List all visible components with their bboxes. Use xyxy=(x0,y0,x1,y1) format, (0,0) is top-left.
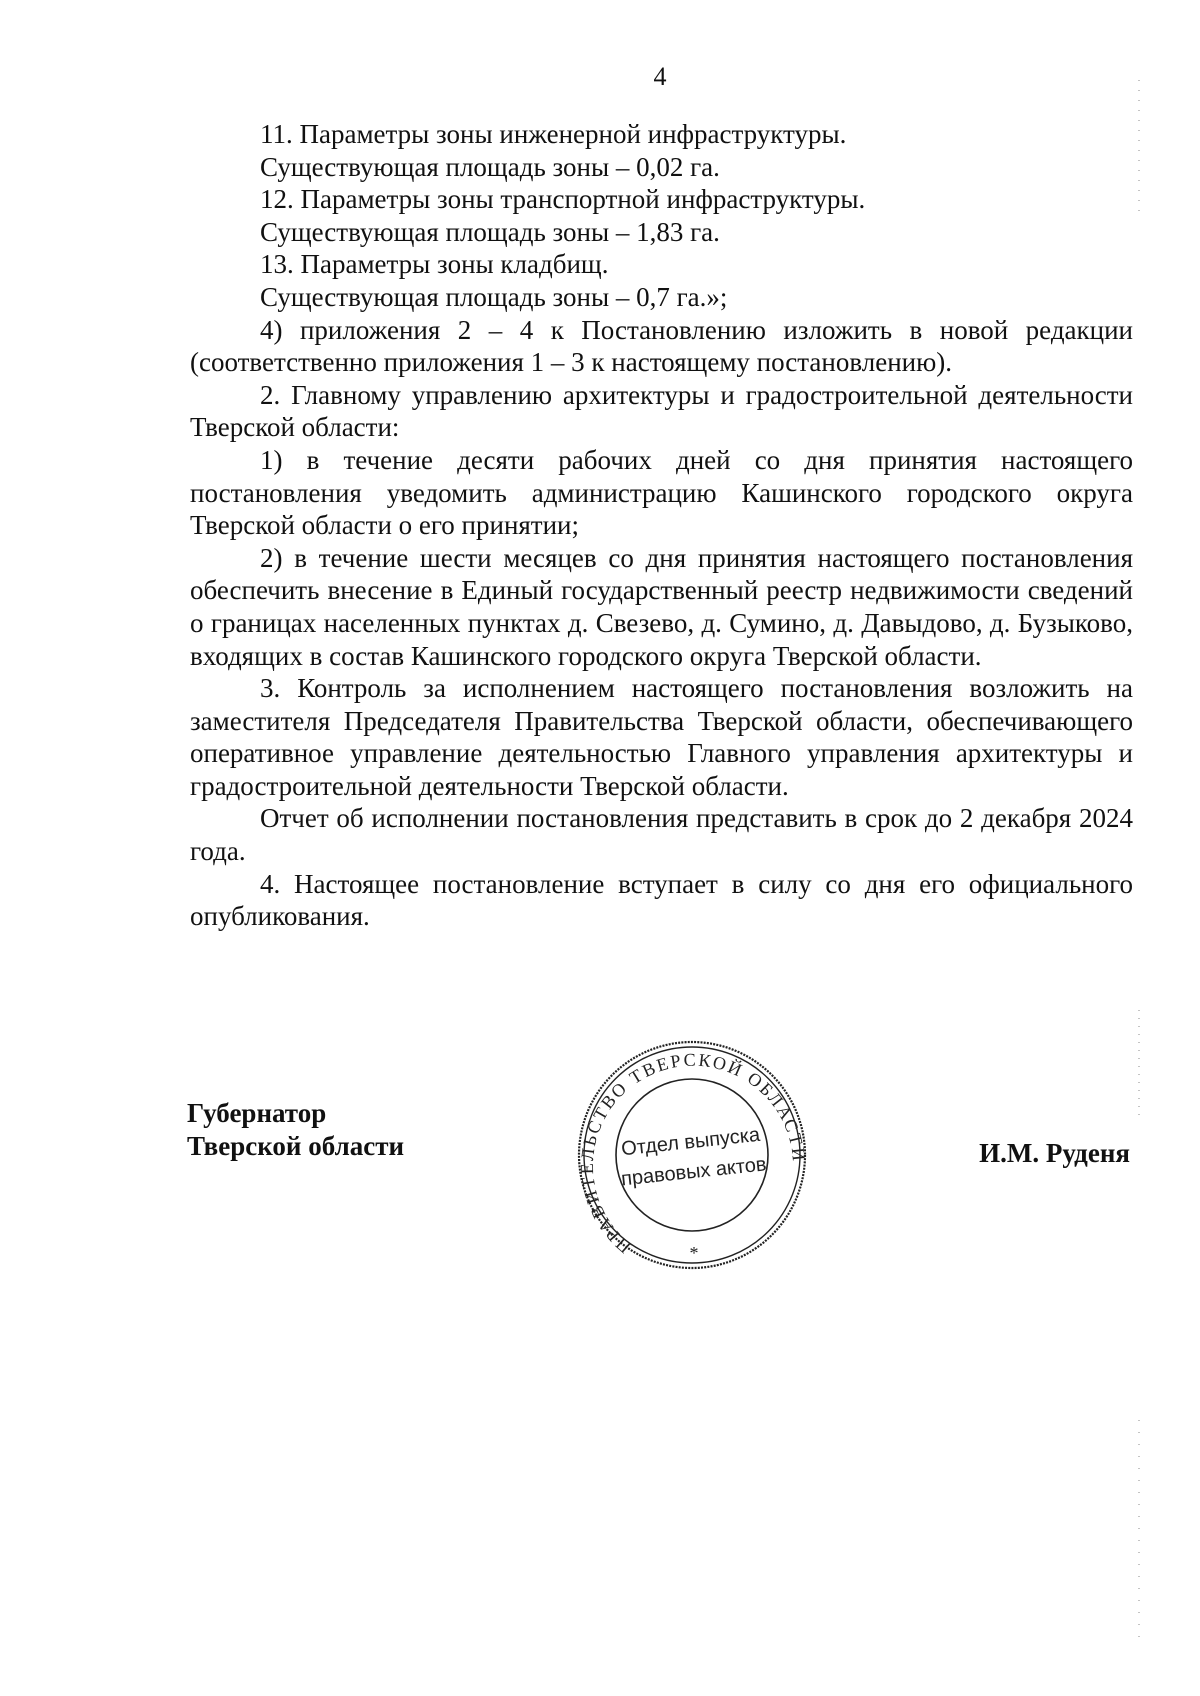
seal-star: * xyxy=(689,1243,699,1263)
paragraph: 13. Параметры зоны кладбищ. xyxy=(260,249,609,280)
page-number: 4 xyxy=(653,62,667,91)
signatory-name: И.М. Руденя xyxy=(979,1138,1130,1168)
official-seal xyxy=(572,1035,812,1275)
seal-inner-line1: Отдел выпуска xyxy=(620,1123,762,1161)
paragraph: 12. Параметры зоны транспортной инфраструктуры. xyxy=(260,184,866,215)
paragraph: 11. Параметры зоны инженерной инфраструктуры. xyxy=(260,119,847,149)
paragraph: 2) в течение шести месяцев со дня принятия настоящего постановления обеспечить внесение в Единый государственный реестр недвижимости сведений о границах населенных пунктах д. Свезево, д. Сумино, д. Давыдово, д. Бузыково, входящих в состав Кашинского городского округа Тверской области. xyxy=(190,542,1133,671)
scan-edge-marks xyxy=(1136,80,1142,1640)
paragraph: 1) в течение десяти рабочих дней со дня принятия настоящего постановления уведомить администрацию Кашинского городского округа Тверской области о его принятии; xyxy=(190,444,1133,541)
paragraph: Существующая площадь зоны – 0,02 га. xyxy=(260,151,720,182)
paragraph: 3. Контроль за исполнением настоящего постановления возложить на заместителя Председателя Правительства Тверской области, обеспечивающего оперативное управление деятельностью Главного управления архитектуры и градостроительной деятельности Тверской области. xyxy=(190,673,1133,801)
paragraph: 4. Настоящее постановление вступает в силу со дня его официального опубликования. xyxy=(190,868,1133,932)
seal-inner-line2: правовых актов xyxy=(620,1153,768,1191)
signatory-position-line1: Губернатор xyxy=(187,1098,327,1128)
seal-outer-text: ПРАВИТЕЛЬСТВО ТВЕРСКОЙ ОБЛАСТИ xyxy=(576,1049,810,1258)
paragraph: Отчет об исполнении постановления представить в срок до 2 декабря 2024 года. xyxy=(190,803,1133,867)
document-body xyxy=(190,118,1133,933)
signatory-position-line2: Тверской области xyxy=(187,1131,405,1161)
signatory-position xyxy=(187,1097,404,1163)
paragraph: Существующая площадь зоны – 0,7 га.»; xyxy=(260,281,728,312)
paragraph: 4) приложения 2 – 4 к Постановлению изложить в новой редакции (соответственно приложения 1 – 3 к настоящему постановлению). xyxy=(190,314,1133,378)
paragraph: Существующая площадь зоны – 1,83 га. xyxy=(260,216,720,247)
paragraph: 2. Главному управлению архитектуры и градостроительной деятельности Тверской области: xyxy=(190,379,1133,443)
